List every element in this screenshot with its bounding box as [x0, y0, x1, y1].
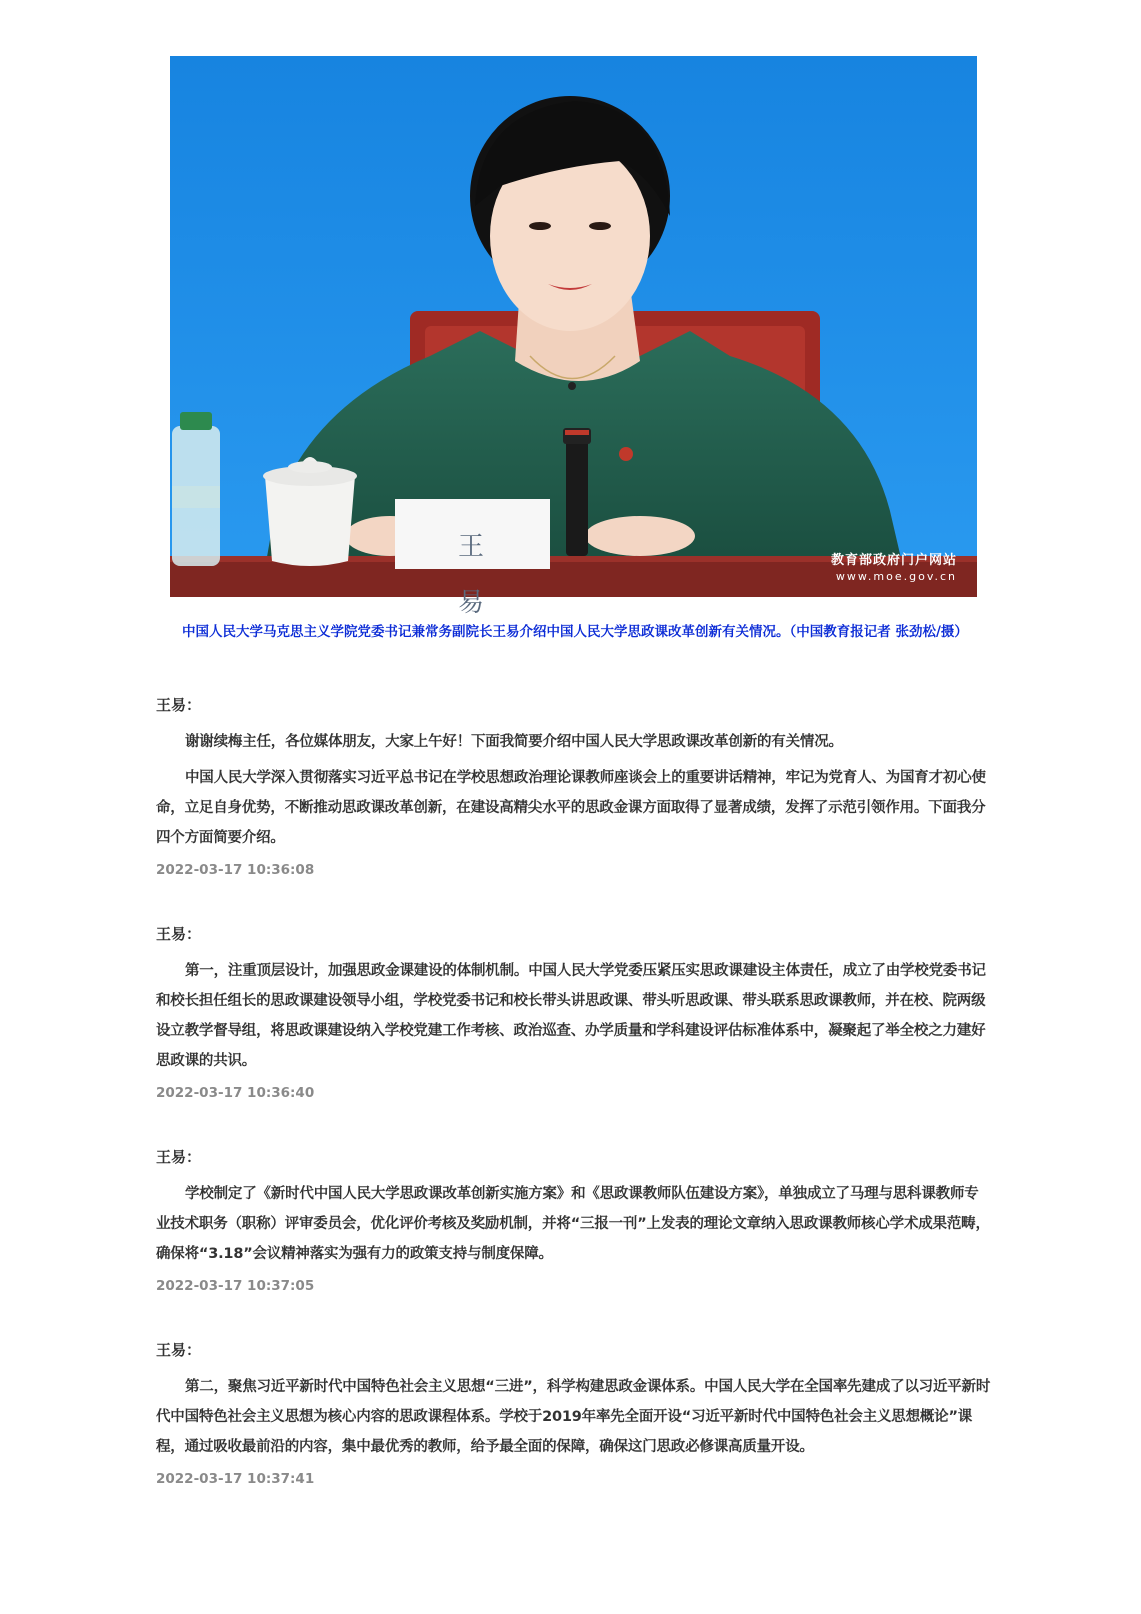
timestamp: 2022-03-17 10:36:08 [156, 862, 315, 878]
transcript-entry [156, 923, 991, 1104]
photo-caption: 中国人民大学马克思主义学院党委书记兼常务副院长王易介绍中国人民大学思政课改革创新有关情况。（中国教育报记者 张劲松/摄） [182, 624, 968, 640]
watermark [831, 549, 957, 583]
cup-shape [265, 476, 355, 566]
transcript [156, 694, 991, 1532]
transcript-entry [156, 694, 991, 881]
photo-illustration [170, 56, 977, 618]
speaker-name: 王易： [156, 925, 202, 943]
transcript-entry [156, 1339, 991, 1490]
watermark-cn: 教育部政府门户网站 [830, 553, 957, 568]
paragraph: 第一，注重顶层设计，加强思政金课建设的体制机制。中国人民大学党委压紧压实思政课建设主体责任，成立了由学校党委书记和校长担任组长的思政课建设领导小组，学校党委书记和校长带头讲思政课、带头听思政课、带头联系思政课教师，并在校、院两级设立教学督导组，将思政课建设纳入学校党建工作考核、政治巡查、办学质量和学科建设评估标准体系中，凝聚起了举全校之力建好思政课的共识。 [156, 963, 986, 1069]
nameplate-text: 王 易 [457, 532, 532, 618]
paragraph: 第二，聚焦习近平新时代中国特色社会主义思想“三进”，科学构建思政金课体系。中国人民大学在全国率先建成了以习近平新时代中国特色社会主义思想为核心内容的思政课程体系。学校于2019年率先全面开设“习近平新时代中国特色社会主义思想概论”课程，通过吸收最前沿的内容，集中最优秀的教师，给予最全面的保障，确保这门思政必修课高质量开设。 [156, 1379, 991, 1455]
speaker-name: 王易： [156, 1148, 202, 1166]
watermark-en: www.moe.gov.cn [835, 570, 957, 583]
speaker-name: 王易： [156, 696, 202, 714]
transcript-entry [156, 1146, 991, 1297]
timestamp: 2022-03-17 10:36:40 [156, 1085, 315, 1101]
paragraph: 谢谢续梅主任，各位媒体朋友，大家上午好！下面我简要介绍中国人民大学思政课改革创新的有关情况。 [185, 734, 843, 750]
speaker-photo [170, 56, 977, 618]
timestamp: 2022-03-17 10:37:05 [156, 1278, 315, 1294]
timestamp: 2022-03-17 10:37:41 [156, 1471, 315, 1487]
speaker-name: 王易： [156, 1341, 202, 1359]
paragraph: 学校制定了《新时代中国人民大学思政课改革创新实施方案》和《思政课教师队伍建设方案》，单独成立了马理与思科课教师专业技术职务（职称）评审委员会，优化评价考核及奖励机制，并将“三报一刊”上发表的理论文章纳入思政课教师核心学术成果范畴，确保将“3.18”会议精神落实为强有力的政策支持与制度保障。 [156, 1186, 990, 1262]
paragraph: 中国人民大学深入贯彻落实习近平总书记在学校思想政治理论课教师座谈会上的重要讲话精神，牢记为党育人、为国育才初心使命，立足自身优势，不断推动思政课改革创新，在建设高精尖水平的思政金课方面取得了显著成绩，发挥了示范引领作用。下面我分四个方面简要介绍。 [156, 770, 986, 846]
microphone-shape [566, 436, 588, 556]
